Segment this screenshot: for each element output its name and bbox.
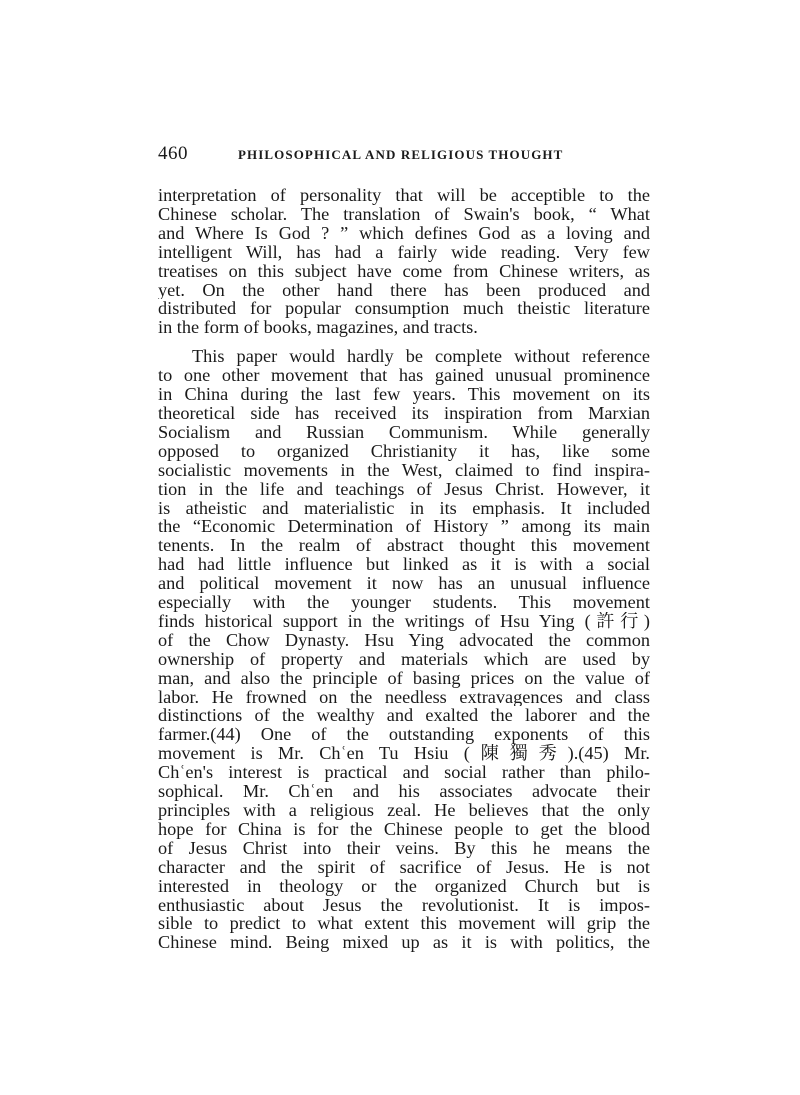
text-line: distributed for popular consumption much theistic literature <box>158 299 650 319</box>
text-line: and political movement it now has an unusual influence <box>158 574 650 594</box>
text-line: the “Economic Determination of History ” among its main <box>158 517 650 537</box>
text-line: finds historical support in the writings of Hsu Ying (許行) <box>158 611 650 631</box>
text-line: tion in the life and teachings of Jesus Christ. However, it <box>158 479 650 499</box>
text-line: This paper would hardly be complete without reference <box>192 347 650 367</box>
text-line: character and the spirit of sacrifice of Jesus. He is not <box>158 857 650 877</box>
text-line: and Where Is God ? ” which defines God as a loving and <box>158 223 650 243</box>
paragraph-2 <box>158 347 650 952</box>
text-line: treatises on this subject have come from Chinese writers, as <box>158 261 650 281</box>
text-line: had had little influence but linked as it is with a social <box>158 555 650 575</box>
text-line: in the form of books, magazines, and tracts. <box>158 318 478 338</box>
text-line: of Jesus Christ into their veins. By this he means the <box>158 838 650 858</box>
running-head: PHILOSOPHICAL AND RELIGIOUS THOUGHT <box>238 147 564 162</box>
text-line: Chinese mind. Being mixed up as it is with politics, the <box>158 933 650 953</box>
page-number: 460 <box>158 143 188 164</box>
text-line: Chʿen's interest is practical and social rather than philo- <box>158 763 650 783</box>
page-header <box>158 143 650 173</box>
text-line: to one other movement that has gained unusual prominence <box>158 366 650 386</box>
text-line: tenents. In the realm of abstract thought this movement <box>158 536 650 556</box>
text-line: ownership of property and materials which are used by <box>158 649 650 669</box>
text-line: sophical. Mr. Chʿen and his associates advocate their <box>158 782 650 801</box>
text-line: is atheistic and materialistic in its emphasis. It included <box>158 498 650 518</box>
text-line: Socialism and Russian Communism. While generally <box>158 422 650 442</box>
text-line: principles with a religious zeal. He believes that the only <box>158 801 650 820</box>
text-line: hope for China is for the Chinese people to get the blood <box>158 819 650 839</box>
text-line: socialistic movements in the West, claimed to find inspira- <box>158 460 650 480</box>
text-line: especially with the younger students. This movement <box>158 593 650 612</box>
book-page <box>158 143 650 952</box>
text-line: enthusiastic about Jesus the revolutionist. It is impos- <box>158 895 650 915</box>
text-line: sible to predict to what extent this movement will grip the <box>158 914 650 934</box>
text-line: opposed to organized Christianity it has, like some <box>158 441 650 461</box>
text-line: movement is Mr. Chʿen Tu Hsiu (陳獨秀).(45) Mr. <box>158 744 650 764</box>
text-line: interpretation of personality that will be acceptible to the <box>158 186 650 205</box>
text-line: interested in theology or the organized Church but is <box>158 876 650 896</box>
text-line: farmer.(44) One of the outstanding exponents of this <box>158 725 650 745</box>
text-line: distinctions of the wealthy and exalted the laborer and the <box>158 706 650 726</box>
text-line: theoretical side has received its inspiration from Marxian <box>158 403 650 423</box>
paragraph-1 <box>158 186 650 337</box>
text-line: yet. On the other hand there has been produced and <box>158 280 650 300</box>
text-line: in China during the last few years. This movement on its <box>158 385 650 404</box>
text-line: Chinese scholar. The translation of Swain's book, “ What <box>158 204 650 224</box>
text-line: of the Chow Dynasty. Hsu Ying advocated the common <box>158 630 650 650</box>
text-line: man, and also the principle of basing prices on the value of <box>158 668 650 688</box>
text-line: labor. He frowned on the needless extravagences and class <box>158 687 650 707</box>
text-line: intelligent Will, has had a fairly wide reading. Very few <box>158 242 650 262</box>
